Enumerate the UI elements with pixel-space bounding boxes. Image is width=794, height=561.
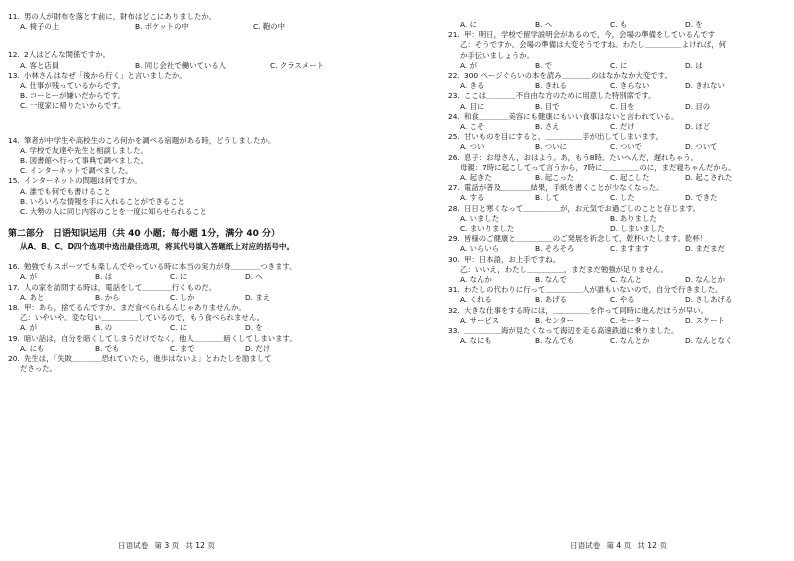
option-c[interactable]: C. インターネットで調べました。: [20, 166, 133, 176]
option-b[interactable]: B. 図書館へ行って事典で調べました。: [20, 156, 149, 166]
option-d[interactable]: D. ついて: [685, 142, 718, 152]
option-c[interactable]: C. 目を: [610, 101, 635, 111]
option-c[interactable]: C. なんと: [610, 275, 643, 285]
question-18: 18. 甲：あら，捨てるんですか。まだ食べられるんじゃありませんか。: [8, 303, 246, 313]
option-c[interactable]: C. クラスメート: [270, 60, 324, 70]
question-20-line-2: ださった。: [20, 364, 57, 374]
option-c[interactable]: C. だけ: [610, 122, 635, 132]
option-c[interactable]: C. 大勢の人に同じ内容のことを一度に知らせられること: [20, 207, 208, 217]
option-a[interactable]: A. に: [460, 20, 478, 29]
option-d[interactable]: D. まえ: [245, 292, 271, 302]
option-b[interactable]: B. は: [95, 272, 113, 282]
question-31-options: [460, 295, 788, 305]
option-c[interactable]: C. まいりました: [460, 224, 515, 234]
question-24: 24. 和食＿＿＿＿美容にも健康にもいい食事はないと言われている。: [448, 111, 679, 121]
option-c[interactable]: C. 起こした: [610, 173, 650, 183]
option-b[interactable]: B. ありました: [610, 213, 657, 223]
option-d[interactable]: D. まだまだ: [685, 244, 725, 254]
question-25-options: [460, 142, 788, 152]
question-17-options: [20, 293, 390, 303]
question-19: 19. 暗い話は，自分を暗くしてしまうだけでなく，他人＿＿＿＿暗くしてしまいます。: [8, 333, 297, 343]
question-21: 21. 甲：明日，学校で留学説明会があるので，今，会場の準備をしているんです: [448, 30, 716, 40]
question-23: 23. ここは＿＿＿＿不自由な方のために用意した特別席です。: [448, 91, 656, 101]
option-d[interactable]: D. なんとか: [685, 275, 725, 285]
option-b[interactable]: B. の: [95, 323, 113, 333]
footer-page-number: 第 4 页: [606, 541, 632, 550]
question-17: 17. 人の家を訪問する時は，電話をして＿＿＿＿行くものだ。: [8, 282, 217, 292]
option-a[interactable]: A. サービス: [460, 315, 500, 325]
option-d[interactable]: D. を: [245, 323, 263, 333]
option-a[interactable]: A. なんか: [460, 275, 492, 285]
option-a[interactable]: A. が: [20, 272, 38, 282]
option-c[interactable]: C. やる: [610, 295, 635, 305]
option-d[interactable]: D. なんとなく: [685, 336, 733, 346]
option-d[interactable]: D. は: [685, 60, 703, 70]
page-footer-right: [570, 540, 673, 551]
option-a[interactable]: A. こそ: [460, 122, 485, 132]
option-d[interactable]: D. 目の: [685, 101, 711, 111]
option-b[interactable]: B. 目で: [535, 101, 560, 111]
option-a[interactable]: A. つい: [460, 142, 485, 152]
option-b[interactable]: B. センター: [535, 315, 575, 325]
question-21-options: [460, 61, 788, 71]
option-c[interactable]: C. した: [610, 193, 635, 203]
footer-label: 日语试卷: [118, 541, 149, 550]
footer-label: 日语试卷: [570, 541, 601, 550]
question-18-options: [20, 323, 390, 333]
page-footer-left: [118, 540, 221, 551]
option-a[interactable]: A. 目に: [460, 101, 485, 111]
option-b[interactable]: B. でも: [95, 343, 120, 353]
option-a[interactable]: A. なにも: [460, 336, 492, 346]
option-d[interactable]: D. 起こされた: [685, 173, 733, 183]
option-c[interactable]: C. しか: [170, 292, 195, 302]
question-16-options: [20, 272, 390, 282]
question-26-line-2: 母親：7時に起こしてって言うから，7時に＿＿＿＿＿のに，まだ寝ちゃんだから。: [460, 162, 736, 172]
option-c[interactable]: C. に: [170, 272, 188, 282]
question-15: 15. インターネットの問題は何ですか。: [8, 176, 142, 186]
option-d[interactable]: D. できた: [685, 193, 718, 203]
option-a[interactable]: A. 仕事が残っているからです。: [20, 81, 126, 91]
option-b[interactable]: B. あげる: [535, 295, 567, 305]
exam-page-left: [8, 0, 390, 561]
question-12: 12. 2人はどんな関係ですか。: [8, 50, 111, 60]
option-b[interactable]: B. へ: [535, 20, 553, 29]
question-25: 25. 甘いものを目にすると，＿＿＿＿＿手が出してしまいます。: [448, 132, 663, 142]
option-a[interactable]: A. 起きた: [460, 173, 492, 183]
option-a[interactable]: A. 客と店員: [20, 60, 60, 70]
footer-total-pages: 共 12 页: [185, 541, 215, 550]
question-30: 30. 甲：日本語，お上手ですね。: [448, 254, 561, 264]
option-b[interactable]: B. さえ: [535, 122, 560, 132]
option-d[interactable]: D. を: [685, 20, 703, 29]
question-32-options: [460, 316, 788, 326]
question-33: 33. ＿＿＿＿＿海が見たくなって海辺を走る高速鉄道に乗りました。: [448, 326, 679, 336]
option-b[interactable]: B. して: [535, 193, 560, 203]
option-b[interactable]: B. なんで: [535, 275, 567, 285]
section-title: 第二部分 日语知识运用（共 40 小题；每小题 1分，满分 40 分）: [8, 229, 280, 240]
question-30-options: [460, 275, 788, 285]
option-d[interactable]: D. ほど: [685, 122, 711, 132]
option-b[interactable]: B. コーヒーが嫌いだからです。: [20, 91, 125, 101]
question-14: 14. 筆者が中学生や高校生のころ何かを調べる宿題がある時，どうしましたか。: [8, 135, 276, 145]
question-29: 29. 皆様のご健康と＿＿＿＿＿のご発展を祈念して，乾杯いたします。乾杯！: [448, 234, 708, 244]
option-c[interactable]: C. ますます: [610, 244, 650, 254]
option-c[interactable]: C. きらない: [610, 81, 650, 91]
option-a[interactable]: A. きる: [460, 81, 485, 91]
option-c[interactable]: C. まで: [170, 343, 195, 353]
option-a[interactable]: A. 誰でも何でも書けること: [20, 186, 111, 196]
option-c[interactable]: C. 一度家に帰りたいからです。: [20, 101, 126, 111]
option-c[interactable]: C. も: [610, 20, 628, 29]
question-20-options: [460, 20, 788, 30]
option-c[interactable]: C. ついで: [610, 142, 643, 152]
exam-page-right: [448, 0, 788, 561]
question-11: 11. 男の人が財布を落とす前に，財布はどこにありましたか。: [8, 12, 217, 21]
question-31: 31. わたしの代わりに行って＿＿＿＿＿人が誰もいないので，自分で行きました。: [448, 285, 723, 295]
option-c[interactable]: C. なんとか: [610, 336, 650, 346]
section-instruction: 从A、B、C、D四个选项中选出最佳选项，将其代号填入答题纸上对应的括号中。: [20, 242, 295, 252]
option-a[interactable]: A. あと: [20, 292, 45, 302]
option-b[interactable]: B. で: [535, 60, 553, 70]
option-c[interactable]: C. セーター: [610, 315, 650, 325]
option-d[interactable]: D. スケート: [685, 315, 725, 325]
question-26-options: [460, 173, 788, 183]
option-d[interactable]: D. だけ: [245, 343, 271, 353]
question-21-line-2: 乙：そうですか。会場の準備は大変そうですね。わたし＿＿＿＿＿よければ，何: [460, 40, 727, 50]
question-12-options: [20, 61, 390, 71]
option-a[interactable]: A. いました: [460, 213, 500, 223]
option-b[interactable]: B. から: [95, 292, 120, 302]
question-28-options-row-1: [460, 214, 788, 224]
question-32: 32. 大きな仕事をする時には，＿＿＿＿＿を作って同時に進んだほうが早い。: [448, 305, 708, 315]
option-d[interactable]: D. へ: [245, 272, 263, 282]
question-22-options: [460, 81, 788, 91]
option-d[interactable]: D. さしあげる: [685, 295, 733, 305]
option-b[interactable]: B. ポケットの中: [135, 22, 189, 32]
question-16: 16. 勉強でもスポーツでも楽しんでやっている時に本当の実力が身＿＿＿＿つきます。: [8, 262, 297, 272]
question-21-line-3: か手伝いましょうか。: [460, 50, 534, 60]
question-24-options: [460, 122, 788, 132]
question-18-line-2: 乙：いやいや。変な匂い＿＿＿＿＿しているので，もう食べられません。: [20, 313, 265, 323]
question-29-options: [460, 244, 788, 254]
question-22: 22. 300 ページぐらいの本を読み＿＿＿＿のはなかなか大変です。: [448, 71, 672, 81]
question-27: 27. 電話が普及＿＿＿＿結果，手紙を書くことが少なくなった。: [448, 183, 664, 193]
footer-page-number: 第 3 页: [154, 541, 180, 550]
option-a[interactable]: A. にも: [20, 343, 45, 353]
question-19-options: [20, 344, 390, 354]
question-27-options: [460, 193, 788, 203]
option-c[interactable]: C. に: [170, 323, 188, 333]
option-b[interactable]: B. ついに: [535, 142, 567, 152]
option-b[interactable]: B. 起こった: [535, 173, 575, 183]
question-28-options-row-2: [460, 224, 788, 234]
option-b[interactable]: B. なんでも: [535, 336, 575, 346]
question-28: 28. 日日と寒くなって＿＿＿＿＿が，お元気でお過ごしのことと存じます。: [448, 203, 700, 213]
option-a[interactable]: A. が: [460, 60, 478, 70]
option-a[interactable]: A. 学校で友達や先生と相談しました。: [20, 145, 148, 155]
question-33-options: [460, 336, 788, 346]
option-b[interactable]: B. いろいろな情報を手に入れることができること: [20, 196, 185, 206]
footer-total-pages: 共 12 页: [637, 541, 667, 550]
question-11-options: [20, 22, 390, 32]
option-a[interactable]: A. くれる: [460, 295, 492, 305]
option-a[interactable]: A. 椅子の上: [20, 22, 60, 32]
option-b[interactable]: B. そろそろ: [535, 244, 575, 254]
question-30-line-2: 乙：いいえ，わたし＿＿＿＿＿，まだまだ勉強が足りません。: [460, 264, 668, 274]
option-d[interactable]: D. きれない: [685, 81, 725, 91]
question-23-options: [460, 102, 788, 112]
option-b[interactable]: B. きれる: [535, 81, 567, 91]
option-a[interactable]: A. が: [20, 323, 38, 333]
option-d[interactable]: D. しまいました: [610, 224, 665, 234]
option-c[interactable]: C. 鞄の中: [253, 22, 286, 32]
question-26: 26. 息子：お母さん，おはよう。あ，もう8時。たいへんだ，遅れちゃう。: [448, 152, 698, 162]
question-13: 13. 小林さんはなぜ「後から行く」と言いましたか。: [8, 70, 187, 80]
option-a[interactable]: A. いらいら: [460, 244, 500, 254]
option-b[interactable]: B. 同じ会社で働いている人: [135, 60, 227, 70]
option-a[interactable]: A. する: [460, 193, 485, 203]
question-20: 20. 先生は，「失敗＿＿＿＿恐れていたら，進歩はないよ」とわたしを励まして: [8, 354, 272, 364]
option-c[interactable]: C. に: [610, 60, 628, 70]
